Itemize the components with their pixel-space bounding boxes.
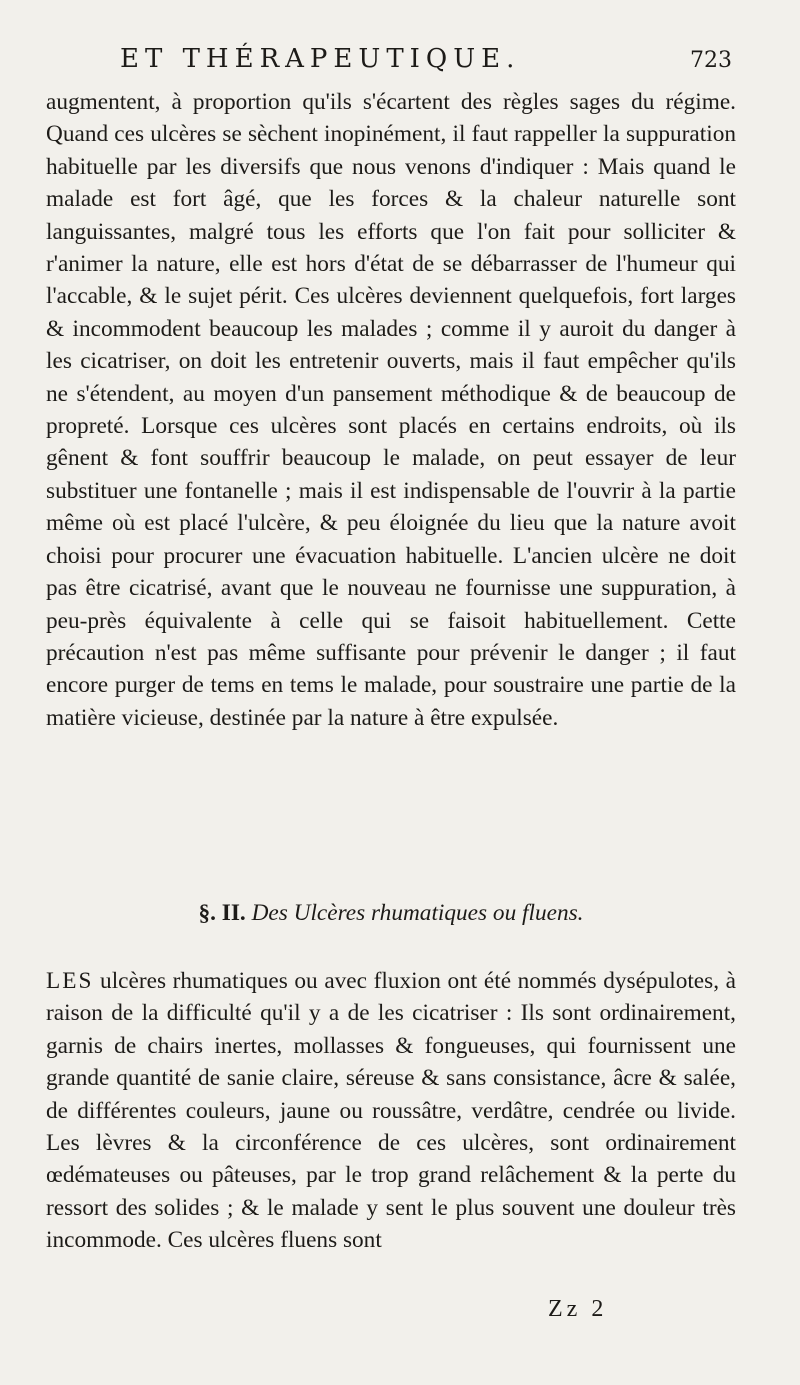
page-header bbox=[0, 40, 800, 80]
paragraph-text: ulcères rhumatiques ou avec fluxion ont été nommés dysépulotes, à raison de la difficulté qu'il y a de les cicatriser : Ils sont ordinairement, garnis de chairs inertes, mollasses & fongueuses, qui fournissent une grande quantité de sanie claire, séreuse & sans consistance, âcre & salée, de différentes couleurs, jaune ou roussâtre, verdâtre, cendrée ou livide. Les lèvres & la circonférence de ces ulcères, sont ordinairement œdémateuses ou pâteuses, par le trop grand relâchement & la perte du ressort des solides ; & le malade y sent le plus souvent une douleur très incommode. Ces ulcères fluens sont bbox=[46, 968, 736, 1254]
paragraph-section-start bbox=[46, 965, 736, 1257]
section-heading bbox=[46, 898, 736, 928]
running-head: ET THÉRAPEUTIQUE. bbox=[120, 44, 521, 74]
section-title: Des Ulcères rhumatiques ou fluens. bbox=[251, 900, 584, 926]
paragraph-continued: augmentent, à proportion qu'ils s'écartent des règles sages du régime. Quand ces ulcères se sèchent inopinément, il faut rappeller la suppuration habituelle par les diversifs que nous venons d'indiquer : Mais quand le malade est fort âgé, que les forces & la chaleur naturelle sont languissantes, malgré tous les efforts que l'on fait pour solliciter & r'animer la nature, elle est hors d'état de se débarrasser de l'humeur qui l'accable, & le sujet périt. Ces ulcères deviennent quelquefois, fort larges & incommodent beaucoup les malades ; comme il y auroit du danger à les cicatriser, on doit les entretenir ouverts, mais il faut empêcher qu'ils ne s'étendent, au moyen d'un pansement méthodique & de beaucoup de propreté. Lorsque ces ulcères sont placés en certains endroits, où ils gênent & font souffrir beaucoup le malade, on peut essayer de leur substituer une fontanelle ; mais il est indispensable de l'ouvrir à la partie même où est placé l'ulcère, & peu éloignée du lieu que la nature avoit choisi pour procurer une évacuation habituelle. L'ancien ulcère ne doit pas être cicatrisé, avant que le nouveau ne fournisse une suppuration, à peu-près équivalente à celle qui se faisoit habituellement. Cette précaution n'est pas même suffisante pour prévenir le danger ; il faut encore purger de tems en tems le malade, pour soustraire une partie de la matière vicieuse, destinée par la nature à être expulsée. bbox=[46, 89, 736, 731]
page-number: 723 bbox=[690, 48, 732, 73]
section-number: §. II. bbox=[198, 900, 246, 926]
opening-word: LES bbox=[46, 968, 94, 994]
signature-mark: Zz 2 bbox=[548, 1296, 608, 1322]
